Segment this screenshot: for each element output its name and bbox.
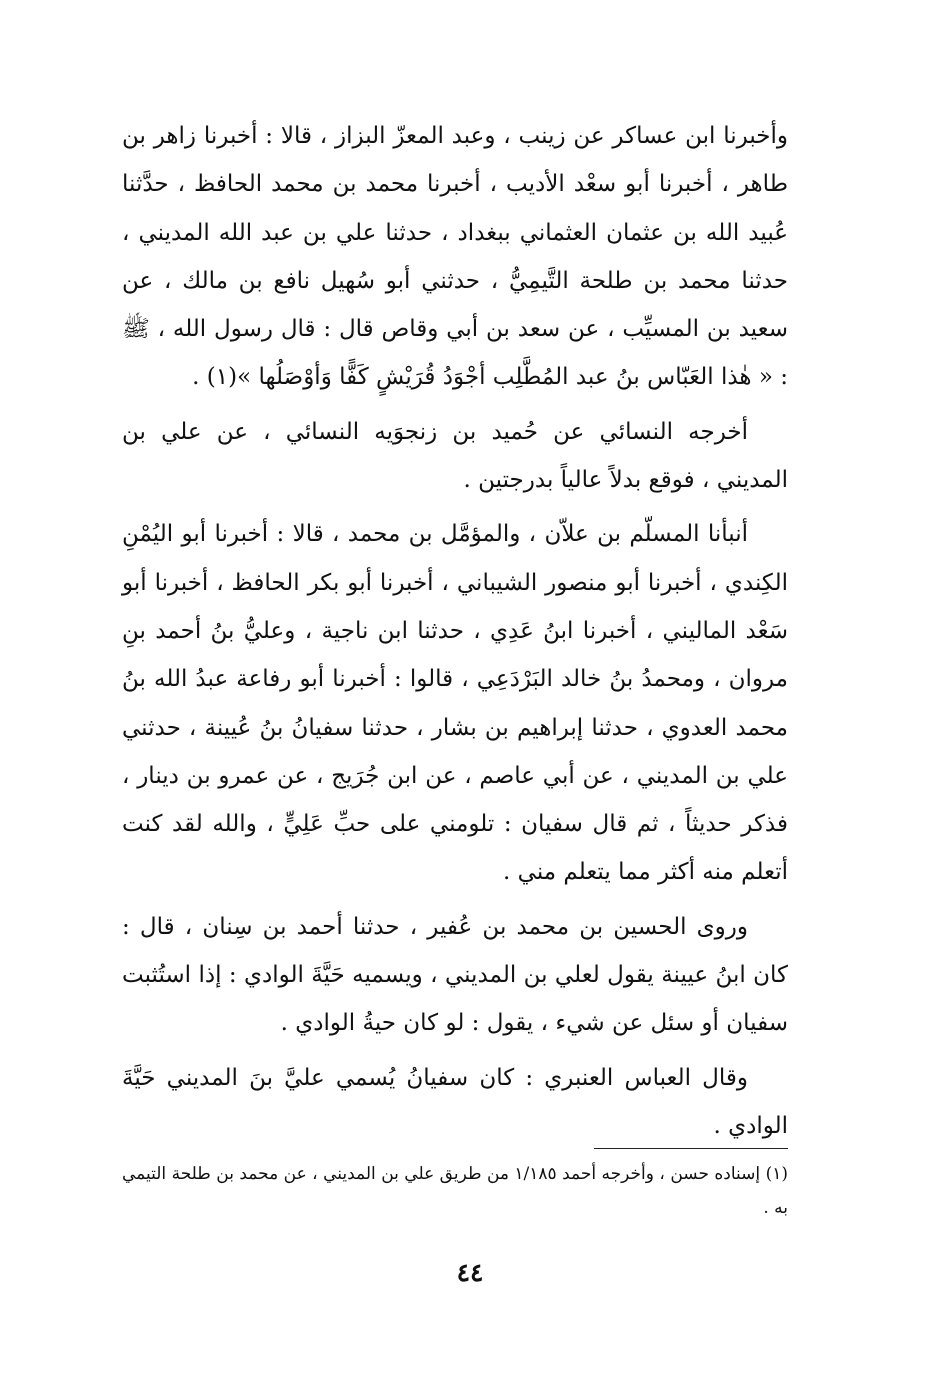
paragraph-hayyat-alwadi: وروى الحسين بن محمد بن عُفير ، حدثنا أحمد بن سِنان ، قال : كان ابنُ عيينة يقول لعلي بن المديني ، ويسميه حَيَّةَ الوادي : إذا استُثبت سفيان أو سئل عن شيء ، يقول : لو كان حيةُ الوادي . [122, 913, 788, 1037]
footnote-1: (١) إسناده حسن ، وأخرجه أحمد ١/١٨٥ من طريق علي بن المديني ، عن محمد بن طلحة التيمي به . [122, 1164, 788, 1218]
paragraph-anbari: وقال العباس العنبري : كان سفيانُ يُسمي عليَّ بنَ المديني حَيَّةَ الوادي . [122, 1064, 788, 1139]
paragraph-nasai: أخرجه النسائي عن حُميد بن زنجوَيه النسائي ، عن علي بن المديني ، فوقع بدلاً عالياً بدرجتين . [122, 418, 788, 494]
main-text-body [122, 112, 788, 1150]
paragraph-sufyan-ali: أنبأنا المسلّم بن علاّن ، والمؤمَّل بن محمد ، قالا : أخبرنا أبو اليُمْنِ الكِندي ، أخبرنا أبو منصور الشيباني ، أخبرنا أبو بكر الحافظ ، أخبرنا أبو سَعْد الماليني ، أخبرنا ابنُ عَدِي ، حدثنا ابن ناجية ، وعليُّ بنُ أحمد بنِ مروان ، ومحمدُ بنُ خالد البَرْدَعِي ، قالوا : أخبرنا أبو رفاعة عبدُ الله بنُ محمد العدوي ، حدثنا إبراهيم بن بشار ، حدثنا سفيانُ بنُ عُيينة ، حدثني علي بن المديني ، عن أبي عاصم ، عن ابن جُرَيج ، عن عمرو بن دينار ، فذكر حديثاً ، ثم قال سفيان : تلومني على حبِّ عَلِيٍّ ، والله لقد كنت أتعلم منه أكثر مما يتعلم مني . [122, 521, 788, 886]
footnotes [122, 1157, 788, 1225]
page-number: ٤٤ [456, 1258, 484, 1287]
footnote-divider [594, 1148, 788, 1149]
paragraph-isnad-abbas: وأخبرنا ابن عساكر عن زينب ، وعبد المعزّ البزاز ، قالا : أخبرنا زاهر بن طاهر ، أخبرنا أبو سعْد الأديب ، أخبرنا محمد بن محمد الحافظ ، حدَّثنا عُبيد الله بن عثمان العثماني ببغداد ، حدثنا علي بن عبد الله المديني ، حدثنا محمد بن طلحة التَّيمِيُّ ، حدثني أبو سُهيل نافع بن مالك ، عن سعيد بن المسيِّب ، عن سعد بن أبي وقاص قال : قال رسول الله ، ﷺ : « هٰذا العَبّاس بنُ عبد المُطَّلِب أجْوَدُ قُرَيْشٍ كَفًّا وَأوْصَلُها »(١) . [122, 123, 788, 391]
